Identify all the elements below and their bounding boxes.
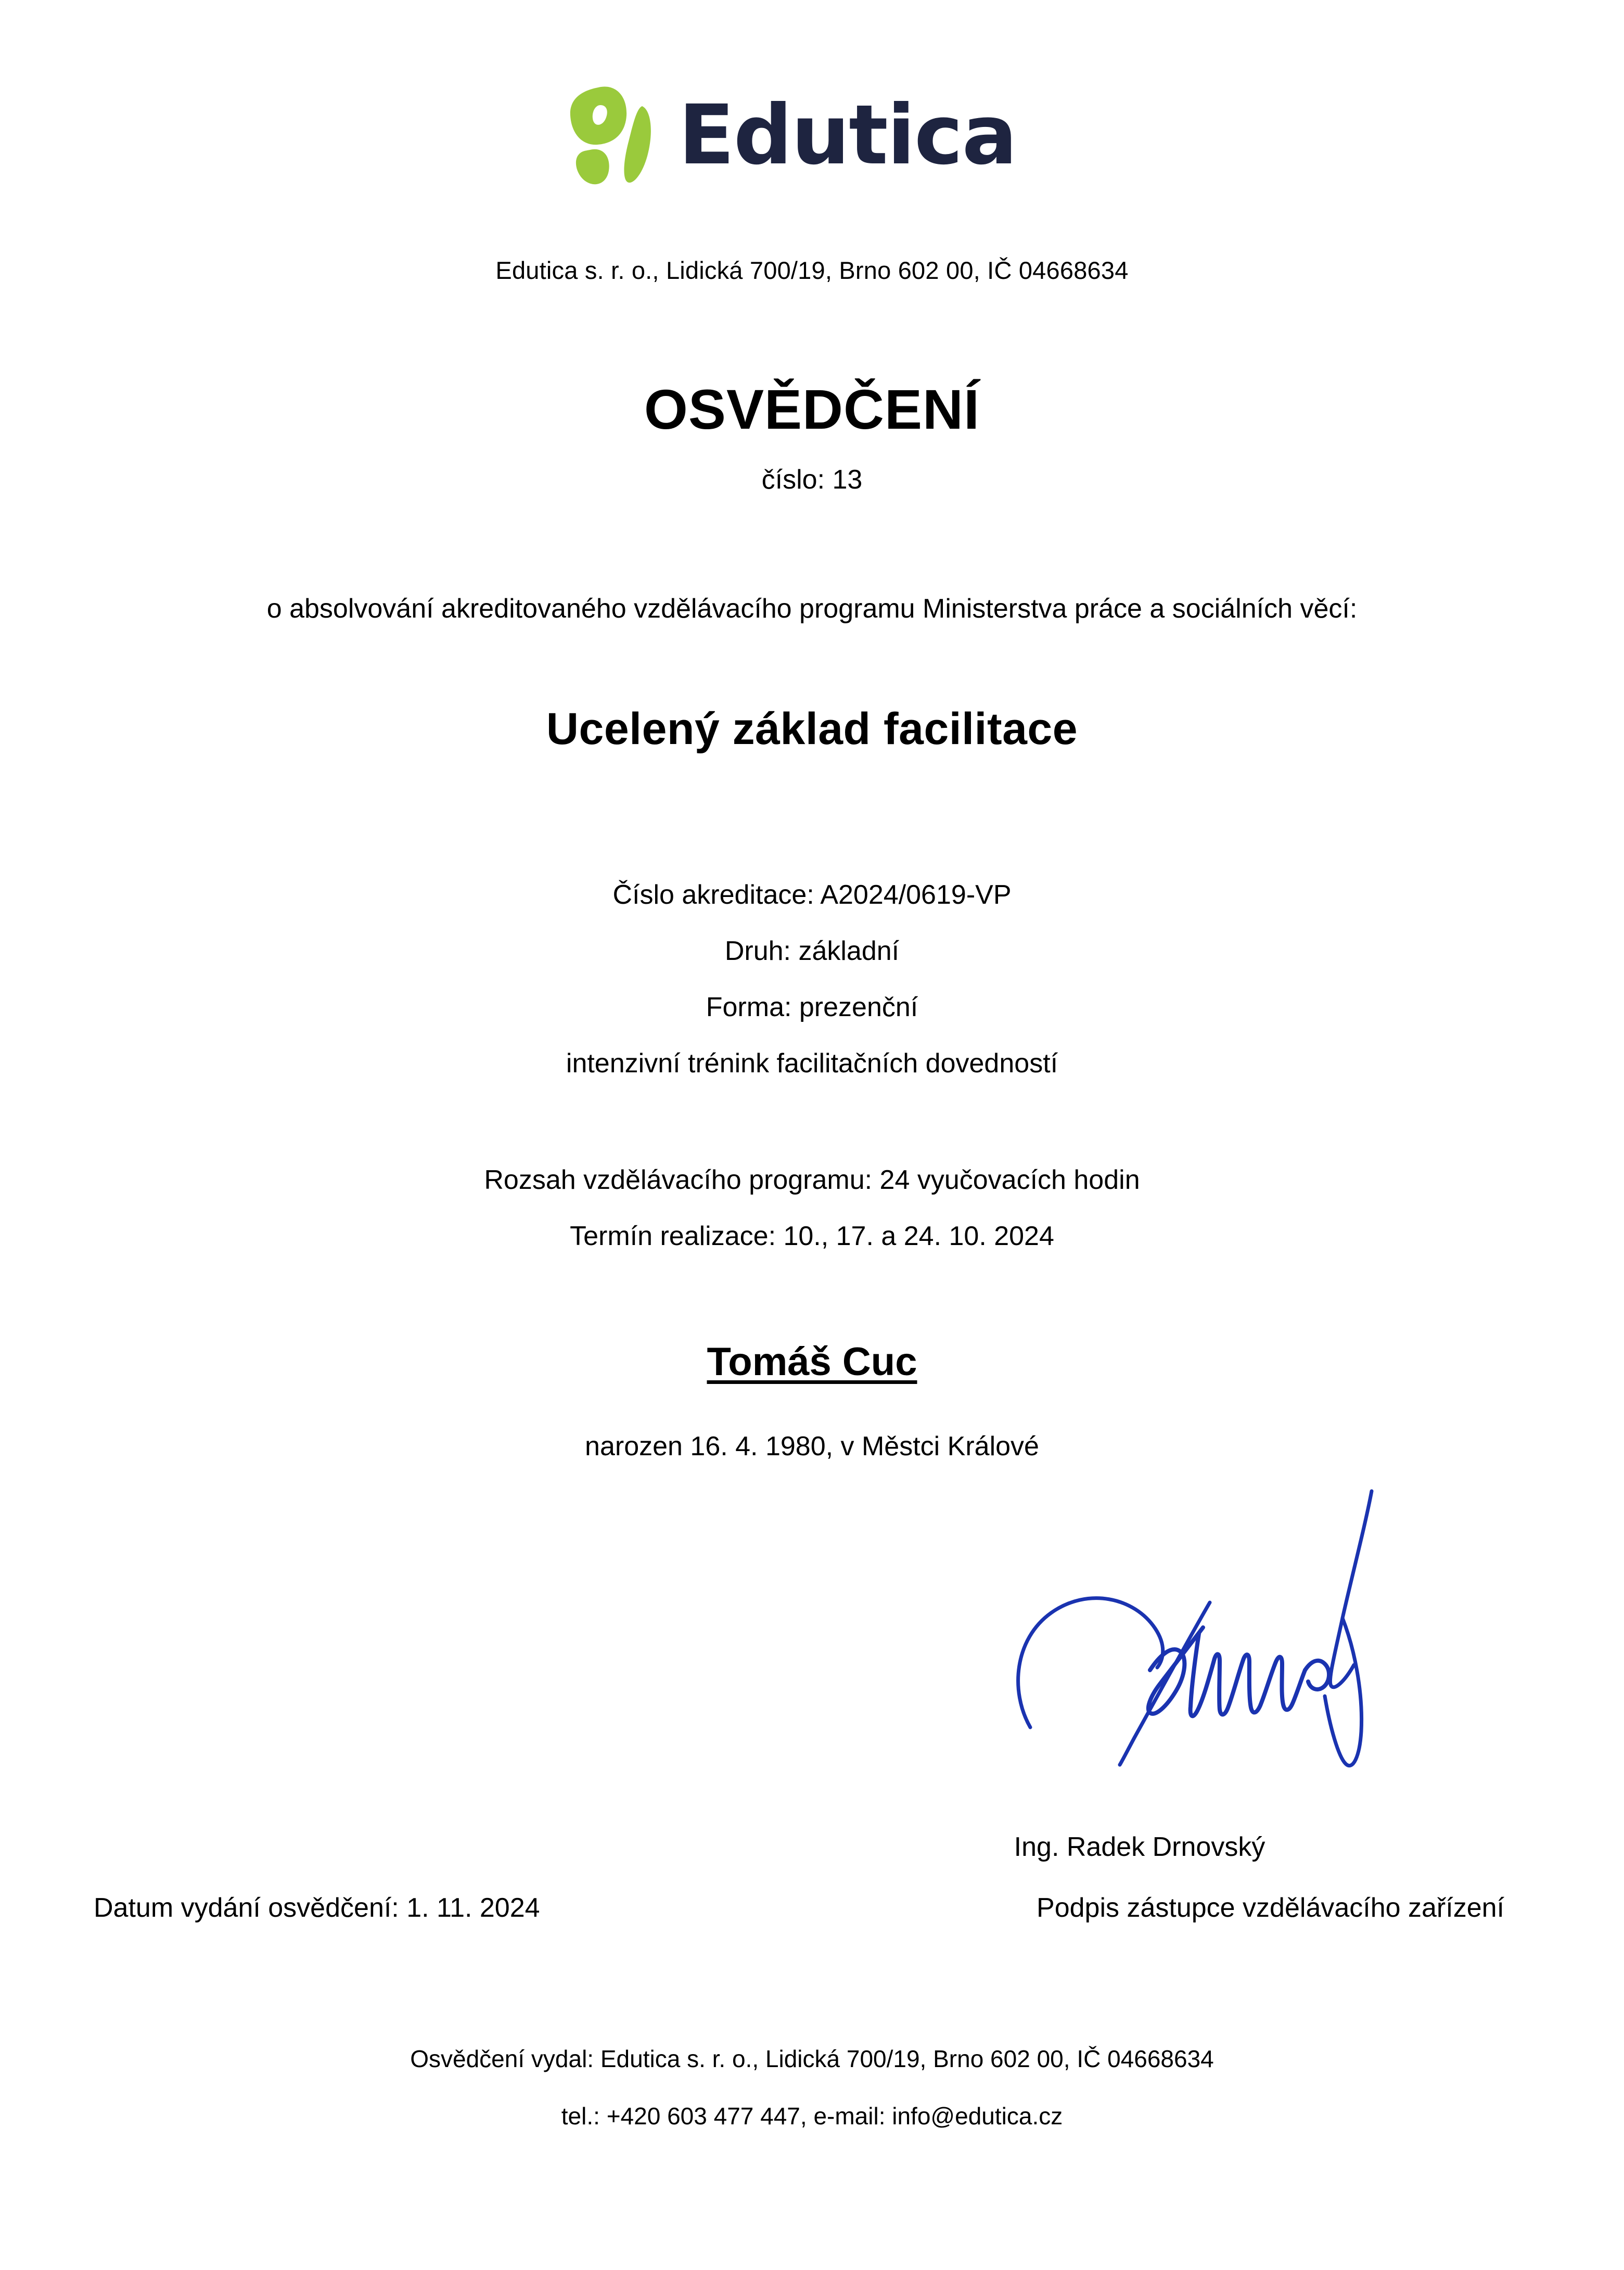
accreditation-number: Číslo akreditace: A2024/0619-VP [612, 880, 1012, 910]
issuer-footer-line: Osvědčení vydal: Edutica s. r. o., Lidická 700/19, Brno 602 00, IČ 04668634 [410, 2045, 1214, 2072]
contact-footer-line: tel.: +420 603 477 447, e-mail: info@edutica.cz [561, 2102, 1063, 2130]
page-title: OSVĚDČENÍ [644, 378, 980, 441]
recipient-birth-line: narozen 16. 4. 1980, v Městci Králové [585, 1431, 1039, 1461]
program-kind: Druh: základní [724, 936, 900, 966]
signature-image [978, 1446, 1405, 1779]
recipient-name-text: Tomáš Cuc [707, 1340, 917, 1384]
recipient-name [0, 1339, 1624, 1384]
program-subtitle: intenzivní trénink facilitačních dovedností [566, 1048, 1058, 1079]
program-name: Ucelený základ facilitace [546, 704, 1078, 754]
issue-date-label: Datum vydání osvědčení: 1. 11. 2024 [94, 1893, 540, 1923]
program-form: Forma: prezenční [706, 992, 918, 1022]
company-header-line: Edutica s. r. o., Lidická 700/19, Brno 602 00, IČ 04668634 [495, 257, 1129, 284]
program-term: Termín realizace: 10., 17. a 24. 10. 2024 [570, 1221, 1054, 1251]
signer-name: Ing. Radek Drnovský [1014, 1832, 1265, 1862]
program-scope: Rozsah vzdělávacího programu: 24 vyučovacích hodin [484, 1165, 1140, 1195]
intro-text: o absolvování akreditovaného vzdělávacího programu Ministerstva práce a sociálních věcí: [266, 594, 1358, 624]
signature-caption: Podpis zástupce vzdělávacího zařízení [1037, 1893, 1504, 1923]
edutica-leaf-figure-logo-icon [566, 83, 665, 187]
brand-logo [0, 83, 1624, 187]
issue-and-signature-row [0, 1892, 1624, 1923]
brand-wordmark: Edutica [678, 87, 1017, 183]
document-number: číslo: 13 [761, 465, 863, 495]
